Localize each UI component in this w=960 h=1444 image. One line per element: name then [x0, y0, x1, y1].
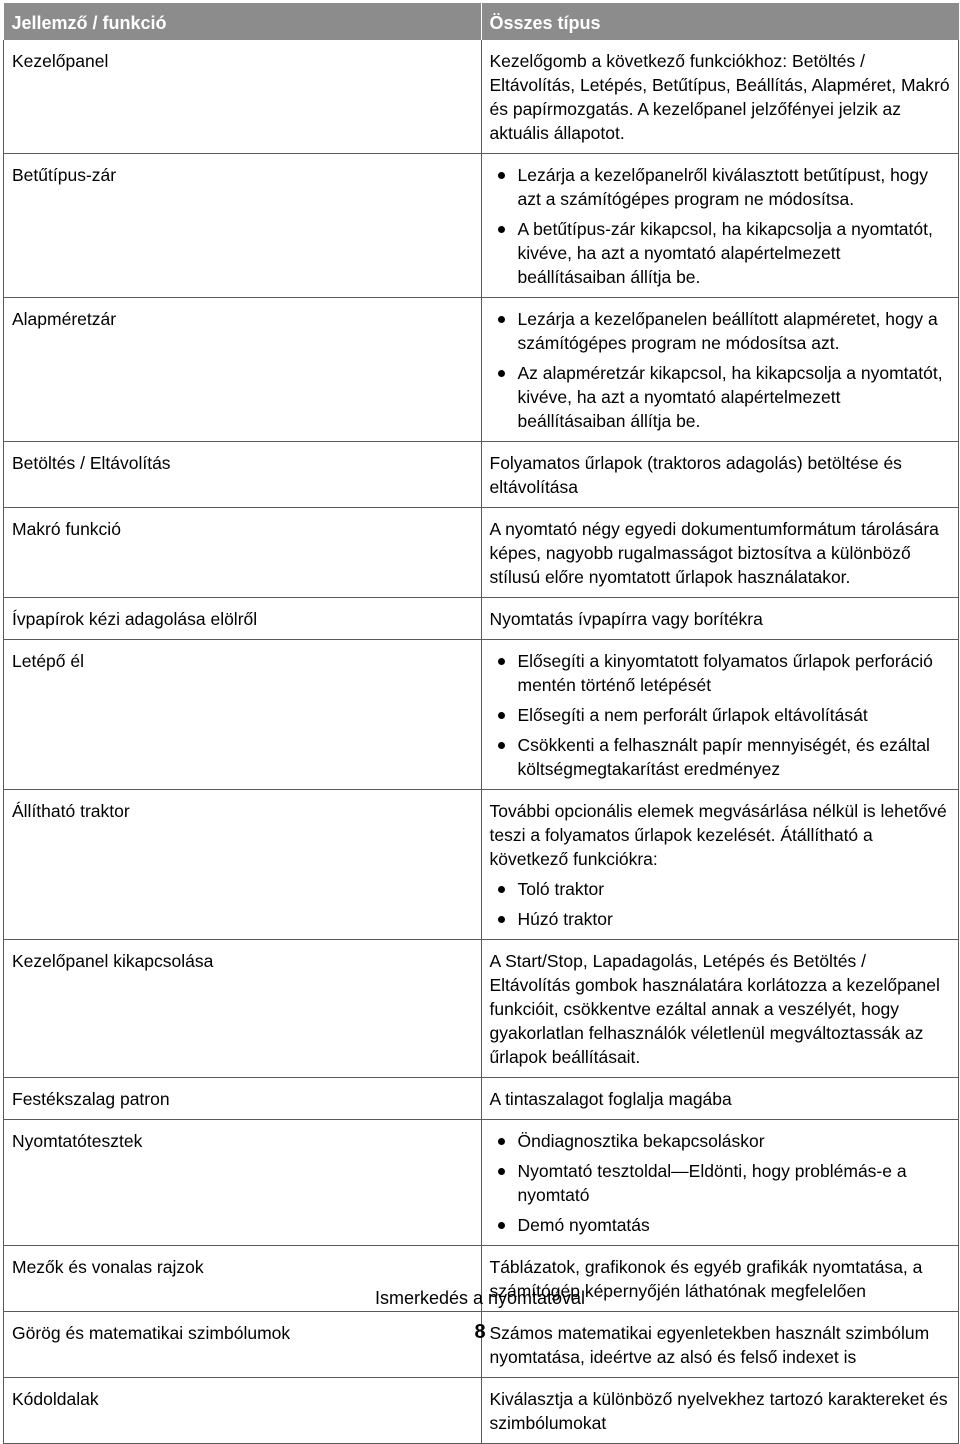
- description-text: Kiválasztja a különböző nyelvekhez tartozó karaktereket és szimbólumokat: [489, 1389, 948, 1433]
- feature-description: [481, 154, 959, 298]
- list-item: [490, 1213, 951, 1237]
- feature-name: Kódoldalak: [4, 1378, 482, 1444]
- feature-name: Nyomtatótesztek: [4, 1120, 482, 1246]
- list-item-text: Elősegíti a kinyomtatott folyamatos űrlapok perforáció mentén történő letépését: [517, 651, 933, 695]
- feature-description: [481, 1120, 959, 1246]
- table-row: [4, 1078, 959, 1120]
- feature-name: Betöltés / Eltávolítás: [4, 442, 482, 508]
- document-page: [3, 3, 959, 1444]
- bullet-icon: [498, 172, 505, 179]
- list-item-text: Az alapméretzár kikapcsol, ha kikapcsolja a nyomtatót, kivéve, ha azt a nyomtató alapértelmezett beállításaiban állítja be.: [517, 363, 943, 431]
- list-item-text: Húzó traktor: [517, 909, 613, 929]
- description-text: Folyamatos űrlapok (traktoros adagolás) betöltése és eltávolítása: [489, 453, 902, 497]
- table-row: [4, 298, 959, 442]
- feature-description: [481, 40, 959, 154]
- feature-description: [481, 442, 959, 508]
- feature-name: Alapméretzár: [4, 298, 482, 442]
- feature-name: Makró funkció: [4, 508, 482, 598]
- list-item-text: Lezárja a kezelőpanelen beállított alapméretet, hogy a számítógépes program ne módosítsa azt.: [517, 309, 938, 353]
- table-row: [4, 442, 959, 508]
- feature-description: [481, 640, 959, 790]
- description-text: További opcionális elemek megvásárlása nélkül is lehetővé teszi a folyamatos űrlapok kezelését. Átállítható a következő funkciókra:: [489, 801, 947, 869]
- bullet-icon: [498, 886, 505, 893]
- list-item-text: Öndiagnosztika bekapcsoláskor: [517, 1131, 765, 1151]
- list-item-text: Csökkenti a felhasznált papír mennyiségét, és ezáltal költségmegtakarítást eredményez: [517, 735, 930, 779]
- bullet-list: [490, 307, 951, 433]
- table-header-row: [4, 3, 959, 40]
- table-row: [4, 598, 959, 640]
- description-text: A Start/Stop, Lapadagolás, Letépés és Betöltés / Eltávolítás gombok használatára korlátozza a kezelőpanel funkcióit, csökkentve ezáltal annak a veszélyét, hogy gyakorlatlan felhasználók véletlenül megváltoztassák az űrlapok beállításait.: [489, 951, 940, 1067]
- feature-name: Ívpapírok kézi adagolása elölről: [4, 598, 482, 640]
- bullet-icon: [498, 370, 505, 377]
- list-item-text: Lezárja a kezelőpanelről kiválasztott betűtípust, hogy azt a számítógépes program ne módosítsa.: [517, 165, 929, 209]
- list-item: [490, 163, 951, 211]
- list-item-text: A betűtípus-zár kikapcsol, ha kikapcsolja a nyomtatót, kivéve, ha azt a nyomtató alapértelmezett beállításaiban állítja be.: [517, 219, 933, 287]
- table-row: [4, 940, 959, 1078]
- table-row: [4, 508, 959, 598]
- feature-name: Letépő él: [4, 640, 482, 790]
- table-row: [4, 154, 959, 298]
- bullet-list: [490, 877, 951, 931]
- list-item: [490, 703, 951, 727]
- description-text: Táblázatok, grafikonok és egyéb grafikák nyomtatása, a számítógép képernyőjén láthatónak megfelelően: [489, 1257, 923, 1301]
- description-text: A tintaszalagot foglalja magába: [489, 1089, 732, 1109]
- table-row: [4, 790, 959, 940]
- feature-name: Kezelőpanel kikapcsolása: [4, 940, 482, 1078]
- list-item: [490, 307, 951, 355]
- feature-description: [481, 1078, 959, 1120]
- description-text: Számos matematikai egyenletekben használt szimbólum nyomtatása, ideértve az alsó és felső indexet is: [489, 1323, 930, 1367]
- feature-name: Mezők és vonalas rajzok: [4, 1246, 482, 1312]
- description-text: Nyomtatás ívpapírra vagy borítékra: [489, 609, 763, 629]
- description-text: A nyomtató négy egyedi dokumentumformátum tárolására képes, nagyobb rugalmasságot biztosítva a különböző stílusú előre nyomtatott űrlapok használatakor.: [489, 519, 939, 587]
- bullet-list: [490, 649, 951, 781]
- features-table: [3, 3, 959, 1444]
- feature-description: [481, 508, 959, 598]
- table-row: [4, 1120, 959, 1246]
- list-item: [490, 1129, 951, 1153]
- feature-description: [481, 598, 959, 640]
- header-feature: Jellemző / funkció: [4, 3, 482, 40]
- bullet-icon: [498, 316, 505, 323]
- bullet-list: [490, 163, 951, 289]
- feature-description: [481, 790, 959, 940]
- bullet-icon: [498, 226, 505, 233]
- feature-description: [481, 940, 959, 1078]
- bullet-list: [490, 1129, 951, 1237]
- feature-name: Betűtípus-zár: [4, 154, 482, 298]
- footer-section-title: Ismerkedés a nyomtatóval: [374, 1288, 586, 1308]
- table-row: [4, 1378, 959, 1444]
- bullet-icon: [498, 712, 505, 719]
- feature-name: Állítható traktor: [4, 790, 482, 940]
- bullet-icon: [498, 916, 505, 923]
- list-item-text: Toló traktor: [517, 879, 605, 899]
- bullet-icon: [498, 658, 505, 665]
- table-row: [4, 640, 959, 790]
- bullet-icon: [498, 1168, 505, 1175]
- list-item: [490, 217, 951, 289]
- list-item: [490, 361, 951, 433]
- feature-description: [481, 1378, 959, 1444]
- header-all-models: Összes típus: [481, 3, 959, 40]
- list-item: [490, 1159, 951, 1207]
- list-item: [490, 907, 951, 931]
- bullet-icon: [498, 1222, 505, 1229]
- bullet-icon: [498, 742, 505, 749]
- description-text: Kezelőgomb a következő funkciókhoz: Betöltés / Eltávolítás, Letépés, Betűtípus, Beállítás, Alapméret, Makró és papírmozgatás. A kezelőpanel jelzőfényei jelzik az aktuális állapotot.: [489, 51, 950, 143]
- list-item: [490, 649, 951, 697]
- feature-name: Festékszalag patron: [4, 1078, 482, 1120]
- feature-name: Kezelőpanel: [4, 40, 482, 154]
- list-item: [490, 733, 951, 781]
- page-number: 8: [474, 1321, 486, 1343]
- list-item-text: Elősegíti a nem perforált űrlapok eltávolítását: [517, 705, 868, 725]
- bullet-icon: [498, 1138, 505, 1145]
- table-row: [4, 40, 959, 154]
- feature-name: Görög és matematikai szimbólumok: [4, 1312, 482, 1378]
- list-item-text: Nyomtató tesztoldal—Eldönti, hogy problémás-e a nyomtató: [517, 1161, 907, 1205]
- list-item-text: Demó nyomtatás: [517, 1215, 650, 1235]
- feature-description: [481, 298, 959, 442]
- table-body: [4, 40, 959, 1444]
- list-item: [490, 877, 951, 901]
